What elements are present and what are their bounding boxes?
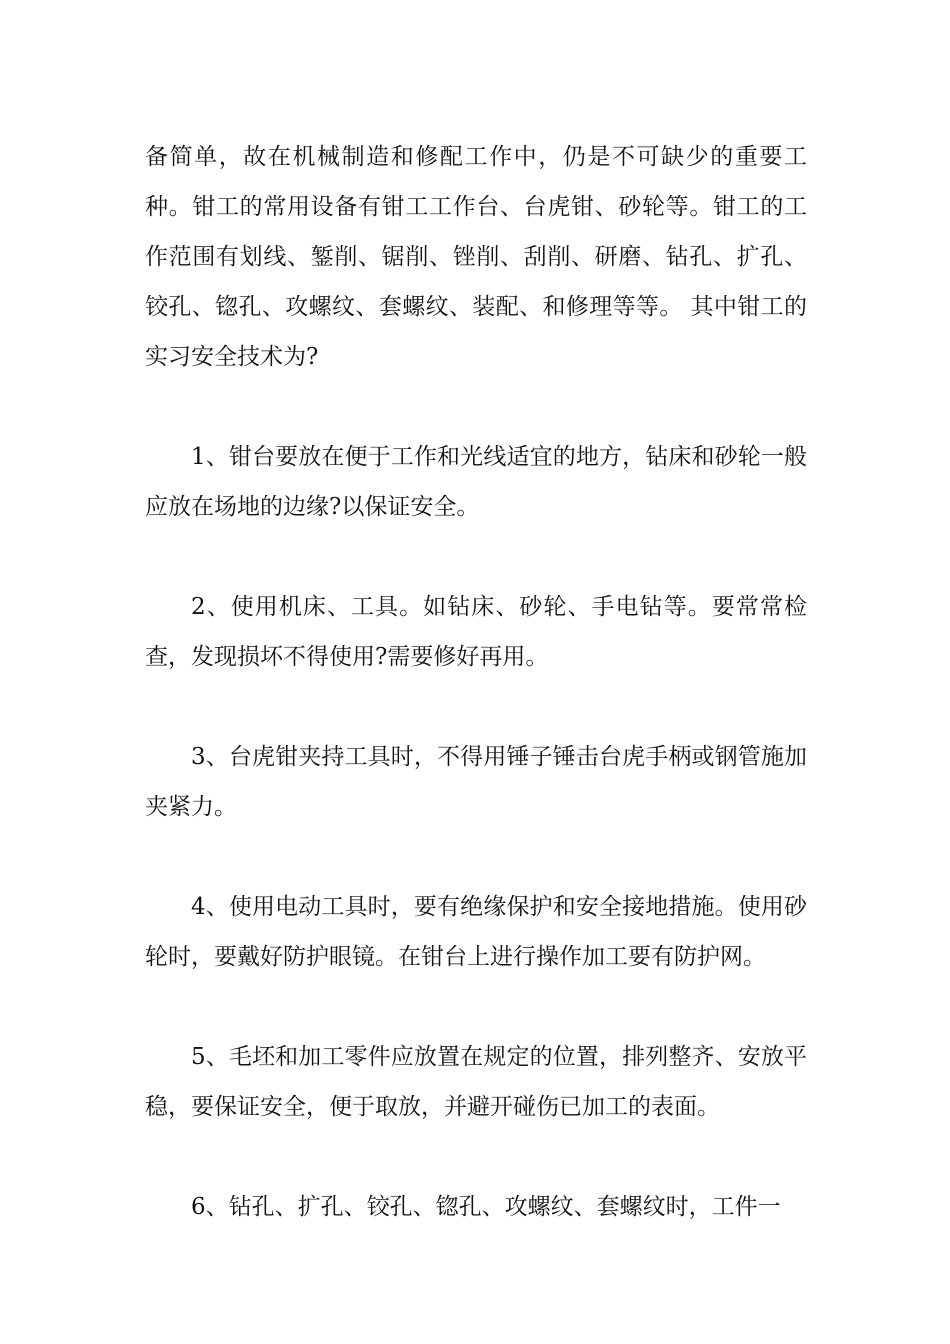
safety-item-3: 3、台虎钳夹持工具时，不得用锤子锤击台虎手柄或钢管施加夹紧力。	[145, 744, 807, 820]
safety-item-6: 6、钻孔、扩孔、铰孔、锪孔、攻螺纹、套螺纹时，工件一	[191, 1194, 781, 1220]
intro-paragraph: 备简单，故在机械制造和修配工作中，仍是不可缺少的重要工种。钳工的常用设备有钳工工作台、台虎钳、砂轮等。钳工的工作范围有划线、錾削、锯削、锉削、刮削、研磨、钻孔、扩孔、铰孔、锪孔、攻螺纹、套螺纹、装配、和修理等等。 其中钳工的实习安全技术为?	[145, 144, 807, 370]
safety-item-1: 1、钳台要放在便于工作和光线适宜的地方，钻床和砂轮一般应放在场地的边缘?以保证安全。	[145, 444, 807, 520]
safety-item-5: 5、毛坯和加工零件应放置在规定的位置，排列整齐、安放平稳，要保证安全，便于取放，并避开碰伤已加工的表面。	[145, 1044, 807, 1120]
document-page	[145, 132, 807, 1232]
safety-item-4: 4、使用电动工具时，要有绝缘保护和安全接地措施。使用砂轮时，要戴好防护眼镜。在钳台上进行操作加工要有防护网。	[145, 894, 807, 970]
safety-item-2: 2、使用机床、工具。如钻床、砂轮、手电钻等。要常常检查，发现损坏不得使用?需要修好再用。	[145, 594, 807, 670]
